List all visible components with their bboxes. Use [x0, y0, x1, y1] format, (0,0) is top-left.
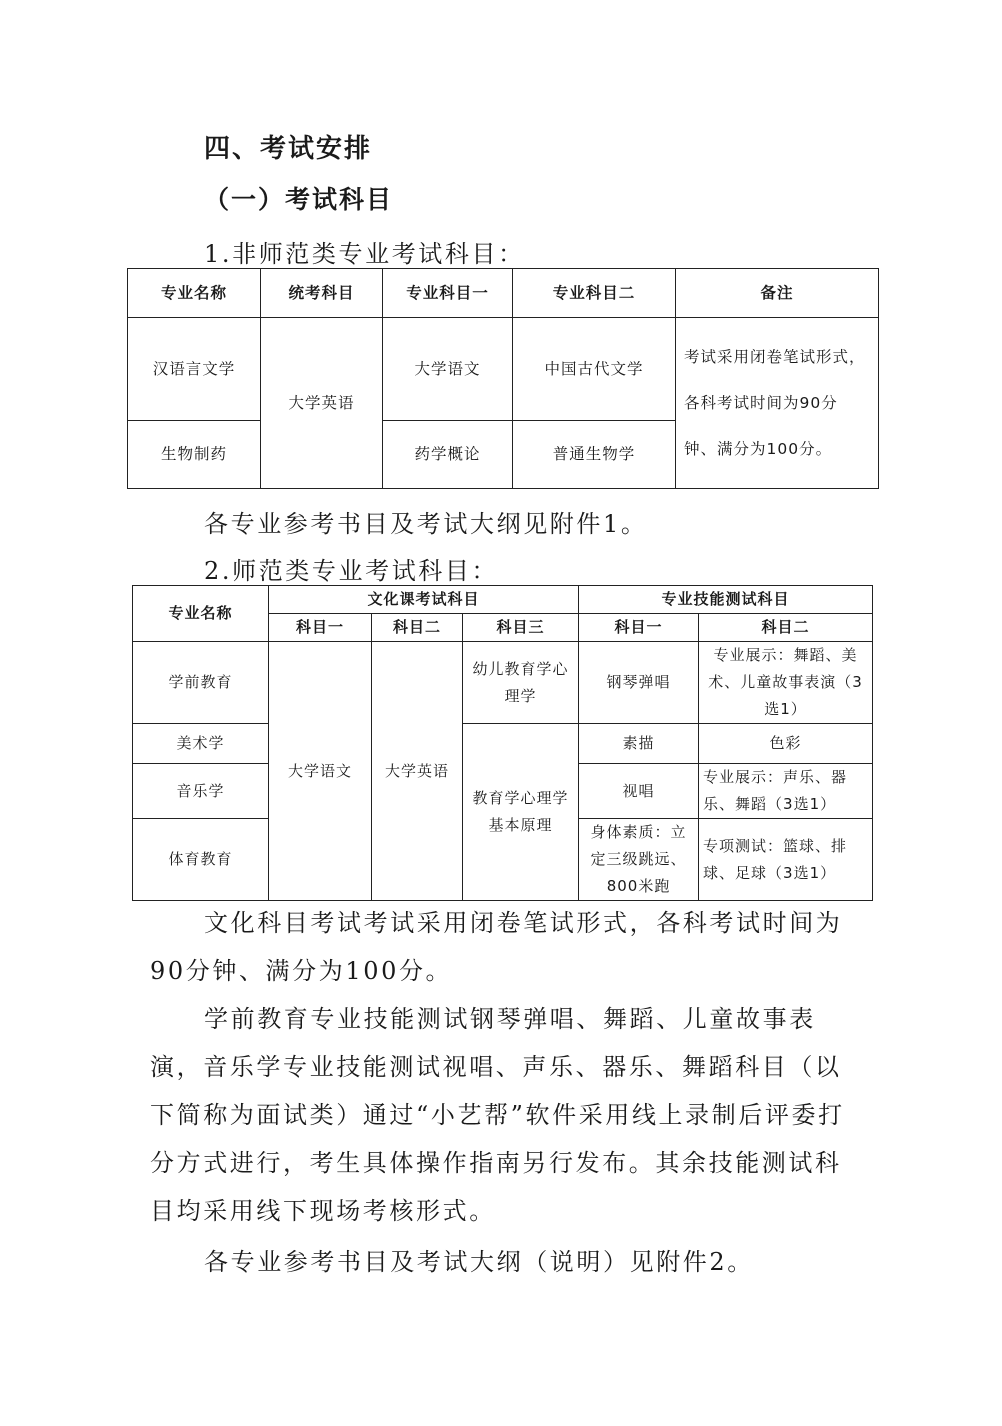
culture-exam-paragraph: [150, 899, 860, 995]
reference-note-2: 各专业参考书目及考试大纲（说明）见附件2。: [204, 1248, 754, 1276]
table2-major: 学前教育: [133, 642, 269, 724]
table1-subject2: 普通生物学: [513, 421, 676, 489]
table2-subheader: 科目一: [579, 614, 699, 642]
skill-test-paragraph: [150, 995, 860, 1235]
table1-subject2: 中国古代文学: [513, 318, 676, 421]
table2-subheader: 科目一: [269, 614, 372, 642]
table2-skill1: 钢琴弹唱: [579, 642, 699, 724]
table1-header: 专业名称: [128, 269, 261, 318]
table2-subheader: 科目二: [699, 614, 873, 642]
table2-major: 美术学: [133, 724, 269, 764]
table2-skill1: 身体素质：立定三级跳远、800米跑: [579, 819, 699, 901]
normal-majors-table: [132, 585, 873, 901]
non-normal-majors-table: [127, 268, 879, 489]
table2-major: 音乐学: [133, 764, 269, 819]
subsection-title: （一）考试科目: [204, 185, 394, 214]
table2-subheader: 科目三: [463, 614, 579, 642]
table1-subject1: 药学概论: [383, 421, 513, 489]
table2-skill1: 素描: [579, 724, 699, 764]
item2-title: 2.师范类专业考试科目：: [204, 557, 499, 585]
skill-test-text: 学前教育专业技能测试钢琴弹唱、舞蹈、儿童故事表演，音乐学专业技能测试视唱、声乐、器乐、舞蹈科目（以下简称为面试类）通过“小艺帮”软件采用线上录制后评委打分方式进行，考生具体操作指南另行发布。其余技能测试科目均采用线下现场考核形式。: [150, 1005, 845, 1225]
table1-major: 汉语言文学: [128, 318, 261, 421]
reference-note-1: 各专业参考书目及考试大纲见附件1。: [204, 510, 648, 538]
table2-culture-subject3: 幼儿教育学心理学: [463, 642, 579, 724]
table1-header: 专业科目二: [513, 269, 676, 318]
section-title: 四、考试安排: [204, 134, 373, 164]
item1-title: 1.非师范类专业考试科目：: [204, 240, 525, 268]
table1-header: 专业科目一: [383, 269, 513, 318]
table1-header: 统考科目: [261, 269, 383, 318]
table2-culture-subject1: 大学语文: [269, 642, 372, 901]
table2-skill1: 视唱: [579, 764, 699, 819]
table2-header-skill: 专业技能测试科目: [579, 586, 873, 614]
table1-major: 生物制药: [128, 421, 261, 489]
table1-note: 考试采用闭卷笔试形式，各科考试时间为90分钟、满分为100分。: [676, 318, 879, 489]
table1-header: 备注: [676, 269, 879, 318]
table1-subject1: 大学语文: [383, 318, 513, 421]
table1-unified-subject: 大学英语: [261, 318, 383, 489]
culture-exam-text: 文化科目考试考试采用闭卷笔试形式，各科考试时间为90分钟、满分为100分。: [150, 909, 843, 985]
table2-culture-subject2: 大学英语: [372, 642, 463, 901]
table2-skill2: 专项测试：篮球、排球、足球（3选1）: [699, 819, 873, 901]
table2-subheader: 科目二: [372, 614, 463, 642]
table2-header-major: 专业名称: [133, 586, 269, 642]
table2-skill2: 色彩: [699, 724, 873, 764]
table2-culture-subject3: 教育学心理学基本原理: [463, 724, 579, 901]
table2-major: 体育教育: [133, 819, 269, 901]
table2-header-culture: 文化课考试科目: [269, 586, 579, 614]
table2-skill2: 专业展示：舞蹈、美术、儿童故事表演（3选1）: [699, 642, 873, 724]
table2-skill2: 专业展示：声乐、器乐、舞蹈（3选1）: [699, 764, 873, 819]
